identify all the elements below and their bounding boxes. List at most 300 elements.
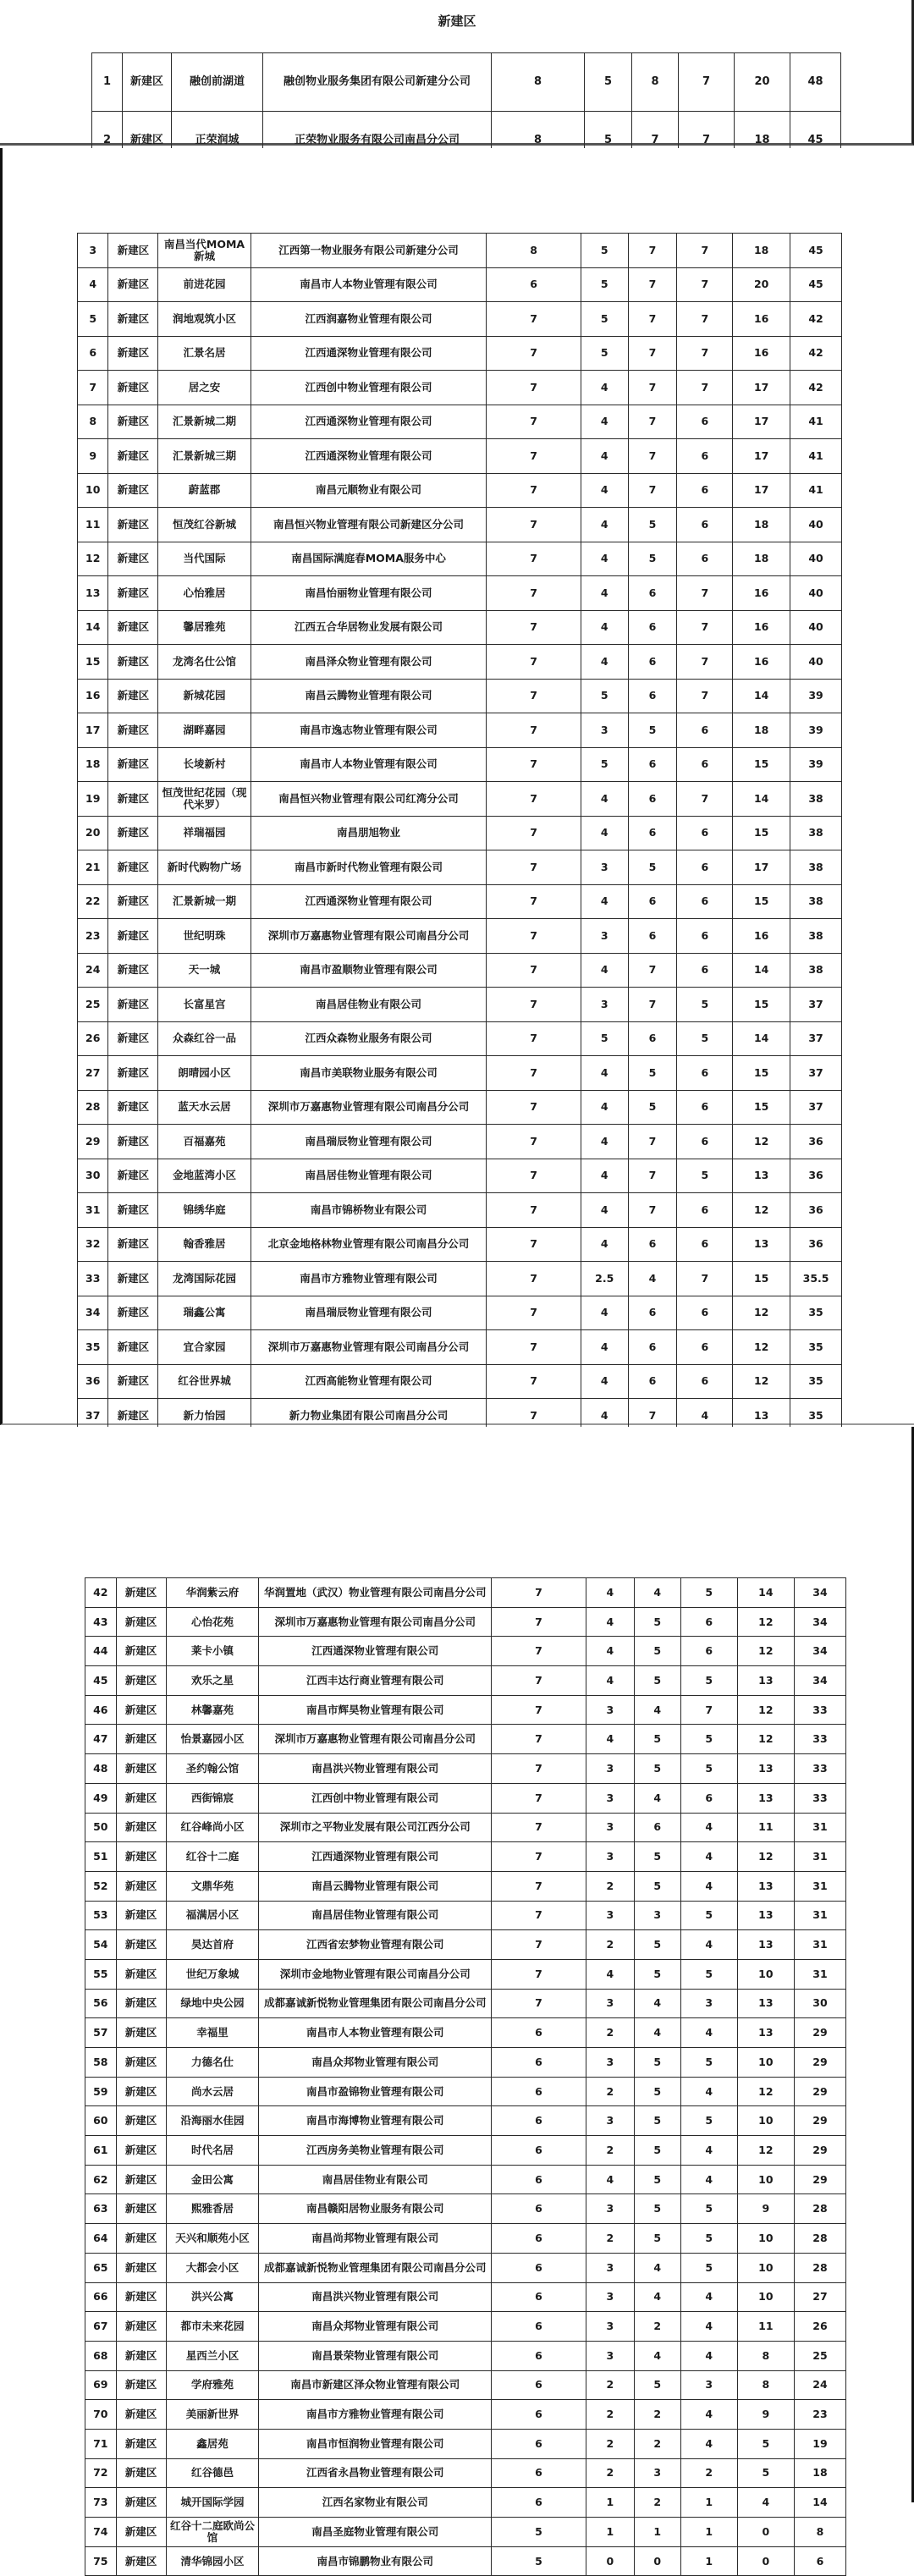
table-row bbox=[78, 336, 842, 371]
score-c-cell: 5 bbox=[634, 1930, 680, 1960]
score-a-cell: 7 bbox=[487, 1021, 581, 1056]
district-cell: 新建区 bbox=[108, 1330, 158, 1365]
table-row bbox=[78, 610, 842, 645]
property-company-cell: 深圳市万嘉惠物业管理有限公司南昌分公司 bbox=[251, 1330, 487, 1365]
score-d-cell: 7 bbox=[677, 782, 733, 817]
score-a-cell: 7 bbox=[491, 1754, 586, 1784]
table-row bbox=[85, 1783, 846, 1813]
community-name-cell: 南昌当代MOMA新城 bbox=[158, 234, 251, 268]
table-row bbox=[85, 1754, 846, 1784]
total-score-cell: 35 bbox=[790, 1296, 842, 1330]
score-c-cell: 6 bbox=[628, 816, 677, 850]
property-company-cell: 南昌市盈锦物业管理有限公司 bbox=[259, 2077, 492, 2106]
community-name-cell: 馨居雅苑 bbox=[158, 610, 251, 645]
property-company-cell: 正荣物业服务有限公司南昌分公司 bbox=[263, 112, 492, 170]
total-score-cell: 35 bbox=[790, 1330, 842, 1365]
score-b-cell: 3 bbox=[581, 713, 628, 748]
ranking-table-page-2 bbox=[77, 233, 842, 1571]
rank-cell: 10 bbox=[78, 473, 108, 508]
community-name-cell: 居之安 bbox=[158, 371, 251, 405]
total-score-cell: 45 bbox=[790, 234, 842, 268]
total-score-cell: 39 bbox=[790, 679, 842, 713]
score-a-cell: 7 bbox=[491, 1725, 586, 1754]
table-row bbox=[78, 713, 842, 748]
score-e-cell: 20 bbox=[735, 53, 790, 112]
score-e-cell: 10 bbox=[737, 2282, 794, 2312]
total-score-cell: 35.5 bbox=[790, 1262, 842, 1296]
score-b-cell: 4 bbox=[581, 816, 628, 850]
score-b-cell: 5 bbox=[581, 336, 628, 371]
community-name-cell: 湖畔嘉园 bbox=[158, 713, 251, 748]
district-cell: 新建区 bbox=[116, 2458, 166, 2488]
table-row bbox=[78, 439, 842, 474]
score-e-cell: 18 bbox=[733, 713, 790, 748]
district-cell: 新建区 bbox=[116, 2546, 166, 2576]
total-score-cell: 42 bbox=[790, 302, 842, 337]
district-cell: 新建区 bbox=[108, 1262, 158, 1296]
total-score-cell: 37 bbox=[790, 1090, 842, 1125]
rank-cell: 36 bbox=[78, 1364, 108, 1399]
score-c-cell: 4 bbox=[634, 1695, 680, 1725]
score-d-cell: 6 bbox=[677, 850, 733, 885]
district-cell: 新建区 bbox=[116, 2018, 166, 2048]
district-cell: 新建区 bbox=[108, 782, 158, 817]
rank-cell: 68 bbox=[85, 2341, 117, 2370]
score-b-cell: 5 bbox=[585, 112, 632, 170]
score-d-cell: 5 bbox=[677, 1159, 733, 1193]
score-d-cell: 4 bbox=[677, 1399, 733, 1434]
table-row bbox=[85, 2106, 846, 2136]
score-c-cell: 4 bbox=[634, 1578, 680, 1608]
score-e-cell: 14 bbox=[737, 1578, 794, 1608]
property-company-cell: 南昌瑞辰物业管理有限公司 bbox=[251, 1125, 487, 1159]
total-score-cell: 30 bbox=[794, 1989, 845, 2018]
score-c-cell: 6 bbox=[628, 679, 677, 713]
property-company-cell: 江西高能物业管理有限公司 bbox=[251, 1364, 487, 1399]
table-row bbox=[78, 850, 842, 885]
score-b-cell: 4 bbox=[581, 473, 628, 508]
score-a-cell: 6 bbox=[491, 2400, 586, 2430]
total-score-cell: 14 bbox=[794, 2488, 845, 2518]
total-score-cell: 33 bbox=[794, 1725, 845, 1754]
property-company-cell: 南昌国际满庭春MOMA服务中心 bbox=[251, 542, 487, 576]
rank-cell: 9 bbox=[78, 439, 108, 474]
score-e-cell: 15 bbox=[733, 1056, 790, 1091]
table-row bbox=[85, 2546, 846, 2576]
score-b-cell: 3 bbox=[586, 2312, 634, 2342]
district-cell: 新建区 bbox=[108, 405, 158, 439]
scanned-page-2 bbox=[0, 148, 914, 1425]
score-b-cell: 4 bbox=[581, 645, 628, 680]
property-company-cell: 南昌洪兴物业管理有限公司 bbox=[259, 2282, 492, 2312]
score-a-cell: 7 bbox=[487, 1193, 581, 1228]
total-score-cell: 41 bbox=[790, 473, 842, 508]
score-d-cell: 7 bbox=[677, 610, 733, 645]
rank-cell: 12 bbox=[78, 542, 108, 576]
score-c-cell: 7 bbox=[628, 1399, 677, 1434]
district-cell: 新建区 bbox=[108, 850, 158, 885]
district-cell: 新建区 bbox=[116, 2136, 166, 2166]
total-score-cell: 29 bbox=[794, 2136, 845, 2166]
score-b-cell: 3 bbox=[586, 2253, 634, 2282]
score-c-cell: 5 bbox=[634, 1637, 680, 1666]
property-company-cell: 南昌市恒润物业管理有限公司 bbox=[259, 2429, 492, 2458]
score-b-cell: 5 bbox=[581, 302, 628, 337]
district-cell: 新建区 bbox=[116, 1754, 166, 1784]
score-a-cell: 7 bbox=[491, 1813, 586, 1842]
score-e-cell: 12 bbox=[737, 2136, 794, 2166]
score-d-cell: 6 bbox=[677, 919, 733, 954]
score-d-cell: 4 bbox=[680, 2400, 737, 2430]
table-row bbox=[85, 1989, 846, 2018]
score-d-cell: 1 bbox=[680, 2546, 737, 2576]
score-c-cell: 6 bbox=[628, 610, 677, 645]
score-e-cell: 13 bbox=[737, 1754, 794, 1784]
score-c-cell: 7 bbox=[628, 302, 677, 337]
score-c-cell: 7 bbox=[628, 473, 677, 508]
total-score-cell: 31 bbox=[794, 1842, 845, 1872]
property-company-cell: 南昌众邦物业管理有限公司 bbox=[259, 2312, 492, 2342]
score-d-cell: 5 bbox=[680, 1901, 737, 1930]
score-a-cell: 7 bbox=[487, 747, 581, 782]
score-c-cell: 5 bbox=[628, 850, 677, 885]
community-name-cell: 都市未来花园 bbox=[166, 2312, 259, 2342]
community-name-cell: 洪兴公寓 bbox=[166, 2282, 259, 2312]
community-name-cell: 新城花园 bbox=[158, 679, 251, 713]
score-b-cell: 2.5 bbox=[581, 1262, 628, 1296]
district-cell: 新建区 bbox=[108, 234, 158, 268]
score-b-cell: 3 bbox=[586, 1754, 634, 1784]
score-d-cell: 4 bbox=[680, 2312, 737, 2342]
property-company-cell: 南昌赣阳居物业服务有限公司 bbox=[259, 2194, 492, 2224]
score-c-cell: 7 bbox=[628, 1193, 677, 1228]
community-name-cell: 沿海丽水佳园 bbox=[166, 2106, 259, 2136]
table-row bbox=[78, 645, 842, 680]
property-company-cell: 江西通深物业管理有限公司 bbox=[251, 405, 487, 439]
score-a-cell: 6 bbox=[491, 2282, 586, 2312]
total-score-cell: 31 bbox=[794, 1901, 845, 1930]
score-b-cell: 4 bbox=[581, 1090, 628, 1125]
score-d-cell: 4 bbox=[680, 1842, 737, 1872]
score-d-cell: 7 bbox=[679, 53, 735, 112]
score-e-cell: 9 bbox=[737, 2194, 794, 2224]
score-b-cell: 4 bbox=[581, 1056, 628, 1091]
table-row bbox=[85, 2312, 846, 2342]
table-row bbox=[78, 816, 842, 850]
score-c-cell: 7 bbox=[628, 267, 677, 302]
community-name-cell: 天兴和顺苑小区 bbox=[166, 2224, 259, 2254]
table-row bbox=[78, 747, 842, 782]
score-a-cell: 7 bbox=[487, 508, 581, 542]
total-score-cell: 33 bbox=[794, 1783, 845, 1813]
district-cell: 新建区 bbox=[116, 2165, 166, 2194]
total-score-cell: 6 bbox=[794, 2546, 845, 2576]
community-name-cell: 汇景新城一期 bbox=[158, 884, 251, 919]
community-name-cell: 长富星宫 bbox=[158, 988, 251, 1022]
community-name-cell: 长堎新村 bbox=[158, 747, 251, 782]
score-b-cell: 5 bbox=[585, 53, 632, 112]
score-b-cell: 4 bbox=[581, 576, 628, 611]
score-a-cell: 7 bbox=[491, 1666, 586, 1696]
score-a-cell: 6 bbox=[491, 2224, 586, 2254]
score-d-cell: 6 bbox=[677, 1330, 733, 1365]
table-row bbox=[78, 1262, 842, 1296]
property-company-cell: 南昌朋旭物业 bbox=[251, 816, 487, 850]
score-d-cell: 1 bbox=[680, 2518, 737, 2547]
total-score-cell: 42 bbox=[790, 371, 842, 405]
score-b-cell: 4 bbox=[581, 508, 628, 542]
score-e-cell: 11 bbox=[737, 2312, 794, 2342]
rank-cell: 74 bbox=[85, 2518, 117, 2547]
district-cell: 新建区 bbox=[108, 1227, 158, 1262]
community-name-cell: 美丽新世界 bbox=[166, 2400, 259, 2430]
score-a-cell: 7 bbox=[487, 988, 581, 1022]
score-c-cell: 0 bbox=[634, 2546, 680, 2576]
score-c-cell: 7 bbox=[628, 234, 677, 268]
district-cell: 新建区 bbox=[116, 1783, 166, 1813]
district-cell: 新建区 bbox=[116, 1871, 166, 1901]
table-row bbox=[85, 2282, 846, 2312]
rank-cell: 3 bbox=[78, 234, 108, 268]
community-name-cell: 学府雅苑 bbox=[166, 2370, 259, 2400]
score-e-cell: 17 bbox=[733, 850, 790, 885]
score-e-cell: 15 bbox=[733, 816, 790, 850]
property-company-cell: 江西润嘉物业管理有限公司 bbox=[251, 302, 487, 337]
total-score-cell: 29 bbox=[794, 2165, 845, 2194]
property-company-cell: 南昌市新建区泽众物业管理有限公司 bbox=[259, 2370, 492, 2400]
community-name-cell: 汇景名居 bbox=[158, 336, 251, 371]
table-row bbox=[85, 2370, 846, 2400]
score-e-cell: 12 bbox=[733, 1296, 790, 1330]
rank-cell: 48 bbox=[85, 1754, 117, 1784]
total-score-cell: 40 bbox=[790, 576, 842, 611]
table-row bbox=[78, 884, 842, 919]
score-b-cell: 4 bbox=[581, 542, 628, 576]
score-b-cell: 2 bbox=[586, 2077, 634, 2106]
score-b-cell: 3 bbox=[586, 2106, 634, 2136]
property-company-cell: 南昌市方雅物业管理有限公司 bbox=[259, 2400, 492, 2430]
rank-cell: 63 bbox=[85, 2194, 117, 2224]
property-company-cell: 江西众森物业服务有限公司 bbox=[251, 1021, 487, 1056]
table-row bbox=[78, 267, 842, 302]
district-cell: 新建区 bbox=[108, 371, 158, 405]
score-c-cell: 6 bbox=[628, 645, 677, 680]
district-cell: 新建区 bbox=[108, 576, 158, 611]
score-a-cell: 7 bbox=[487, 542, 581, 576]
score-a-cell: 7 bbox=[491, 1578, 586, 1608]
table-row bbox=[85, 1666, 846, 1696]
rank-cell: 75 bbox=[85, 2546, 117, 2576]
community-name-cell: 前进花园 bbox=[158, 267, 251, 302]
score-a-cell: 7 bbox=[487, 473, 581, 508]
rank-cell: 1 bbox=[92, 53, 123, 112]
score-e-cell: 17 bbox=[733, 473, 790, 508]
score-a-cell: 5 bbox=[491, 2518, 586, 2547]
score-e-cell: 9 bbox=[737, 2400, 794, 2430]
score-e-cell: 18 bbox=[733, 542, 790, 576]
district-cell: 新建区 bbox=[108, 953, 158, 988]
total-score-cell: 33 bbox=[794, 1754, 845, 1784]
score-e-cell: 12 bbox=[737, 1725, 794, 1754]
score-e-cell: 4 bbox=[737, 2488, 794, 2518]
rank-cell: 26 bbox=[78, 1021, 108, 1056]
score-b-cell: 0 bbox=[586, 2546, 634, 2576]
score-c-cell: 7 bbox=[628, 1125, 677, 1159]
score-d-cell: 6 bbox=[677, 1056, 733, 1091]
score-e-cell: 18 bbox=[733, 508, 790, 542]
score-a-cell: 6 bbox=[491, 2136, 586, 2166]
total-score-cell: 37 bbox=[790, 988, 842, 1022]
table-row bbox=[85, 2400, 846, 2430]
property-company-cell: 江西创中物业管理有限公司 bbox=[251, 371, 487, 405]
score-e-cell: 18 bbox=[735, 112, 790, 170]
score-d-cell: 7 bbox=[677, 1262, 733, 1296]
score-c-cell: 7 bbox=[628, 336, 677, 371]
score-a-cell: 5 bbox=[491, 2546, 586, 2576]
score-b-cell: 3 bbox=[586, 1695, 634, 1725]
property-company-cell: 南昌圣庭物业管理有限公司 bbox=[259, 2518, 492, 2547]
district-cell: 新建区 bbox=[116, 2106, 166, 2136]
score-c-cell: 6 bbox=[628, 1021, 677, 1056]
total-score-cell: 31 bbox=[794, 1871, 845, 1901]
score-b-cell: 3 bbox=[586, 2282, 634, 2312]
score-a-cell: 7 bbox=[491, 1607, 586, 1637]
district-cell: 新建区 bbox=[108, 473, 158, 508]
score-c-cell: 6 bbox=[628, 1330, 677, 1365]
score-e-cell: 13 bbox=[737, 2018, 794, 2048]
property-company-cell: 江西通深物业管理有限公司 bbox=[251, 336, 487, 371]
scanned-page-1 bbox=[0, 0, 914, 146]
score-d-cell: 6 bbox=[677, 1193, 733, 1228]
community-name-cell: 汇景新城三期 bbox=[158, 439, 251, 474]
score-c-cell: 1 bbox=[634, 2518, 680, 2547]
score-d-cell: 6 bbox=[677, 1090, 733, 1125]
score-e-cell: 0 bbox=[737, 2518, 794, 2547]
score-e-cell: 15 bbox=[733, 884, 790, 919]
score-c-cell: 6 bbox=[628, 884, 677, 919]
total-score-cell: 42 bbox=[790, 336, 842, 371]
district-cell: 新建区 bbox=[108, 816, 158, 850]
score-d-cell: 6 bbox=[677, 1364, 733, 1399]
property-company-cell: 江西通深物业管理有限公司 bbox=[259, 1637, 492, 1666]
district-cell: 新建区 bbox=[116, 2048, 166, 2078]
total-score-cell: 41 bbox=[790, 439, 842, 474]
score-e-cell: 13 bbox=[737, 1871, 794, 1901]
score-a-cell: 7 bbox=[487, 1159, 581, 1193]
score-d-cell: 4 bbox=[680, 2136, 737, 2166]
score-c-cell: 6 bbox=[628, 1296, 677, 1330]
district-cell: 新建区 bbox=[108, 1364, 158, 1399]
property-company-cell: 南昌市美联物业服务有限公司 bbox=[251, 1056, 487, 1091]
score-c-cell: 6 bbox=[628, 1364, 677, 1399]
total-score-cell: 28 bbox=[794, 2194, 845, 2224]
rank-cell: 67 bbox=[85, 2312, 117, 2342]
community-name-cell: 红谷峰尚小区 bbox=[166, 1813, 259, 1842]
district-cell: 新建区 bbox=[116, 2312, 166, 2342]
score-a-cell: 7 bbox=[487, 1399, 581, 1434]
score-a-cell: 6 bbox=[491, 2194, 586, 2224]
rank-cell: 5 bbox=[78, 302, 108, 337]
table-row bbox=[85, 1930, 846, 1960]
score-d-cell: 5 bbox=[680, 2106, 737, 2136]
community-name-cell: 红谷德邑 bbox=[166, 2458, 259, 2488]
district-cell: 新建区 bbox=[108, 645, 158, 680]
score-d-cell: 6 bbox=[677, 713, 733, 748]
score-e-cell: 20 bbox=[733, 267, 790, 302]
property-company-cell: 成都嘉诚新悦物业管理集团有限公司南昌分公司 bbox=[259, 2253, 492, 2282]
score-c-cell: 5 bbox=[634, 2106, 680, 2136]
score-b-cell: 3 bbox=[586, 2048, 634, 2078]
score-c-cell: 7 bbox=[628, 405, 677, 439]
district-cell: 新建区 bbox=[108, 1193, 158, 1228]
rank-cell: 66 bbox=[85, 2282, 117, 2312]
property-company-cell: 南昌恒兴物业管理有限公司新建区分公司 bbox=[251, 508, 487, 542]
score-d-cell: 4 bbox=[680, 2429, 737, 2458]
score-d-cell: 1 bbox=[680, 2488, 737, 2518]
district-cell: 新建区 bbox=[123, 112, 172, 170]
score-d-cell: 7 bbox=[677, 576, 733, 611]
property-company-cell: 南昌市方雅物业管理有限公司 bbox=[251, 1262, 487, 1296]
score-e-cell: 10 bbox=[737, 2224, 794, 2254]
table-row bbox=[78, 1364, 842, 1399]
score-b-cell: 3 bbox=[586, 1842, 634, 1872]
table-row bbox=[85, 2136, 846, 2166]
rank-cell: 2 bbox=[92, 112, 123, 170]
table-row bbox=[85, 2253, 846, 2282]
rank-cell: 33 bbox=[78, 1262, 108, 1296]
score-c-cell: 6 bbox=[628, 782, 677, 817]
score-d-cell: 4 bbox=[680, 1930, 737, 1960]
community-name-cell: 西街锦宸 bbox=[166, 1783, 259, 1813]
score-a-cell: 7 bbox=[487, 1330, 581, 1365]
score-e-cell: 12 bbox=[733, 1330, 790, 1365]
table-row bbox=[85, 2488, 846, 2518]
community-name-cell: 锦绣华庭 bbox=[158, 1193, 251, 1228]
total-score-cell: 29 bbox=[794, 2048, 845, 2078]
community-name-cell: 蓝天水云居 bbox=[158, 1090, 251, 1125]
table-row bbox=[85, 2165, 846, 2194]
score-e-cell: 10 bbox=[737, 2048, 794, 2078]
score-a-cell: 7 bbox=[487, 610, 581, 645]
property-company-cell: 深圳市金地物业管理有限公司南昌分公司 bbox=[259, 1959, 492, 1989]
property-company-cell: 南昌市锦桥物业有限公司 bbox=[251, 1193, 487, 1228]
score-e-cell: 0 bbox=[737, 2546, 794, 2576]
rank-cell: 47 bbox=[85, 1725, 117, 1754]
table-row bbox=[78, 234, 842, 268]
district-cell: 新建区 bbox=[116, 1578, 166, 1608]
district-cell: 新建区 bbox=[116, 1725, 166, 1754]
score-c-cell: 6 bbox=[628, 576, 677, 611]
community-name-cell: 龙湾名仕公馆 bbox=[158, 645, 251, 680]
property-company-cell: 北京金地格林物业管理有限公司南昌分公司 bbox=[251, 1227, 487, 1262]
table-row bbox=[78, 405, 842, 439]
score-a-cell: 7 bbox=[487, 1125, 581, 1159]
score-a-cell: 7 bbox=[487, 1227, 581, 1262]
score-d-cell: 3 bbox=[680, 2370, 737, 2400]
score-e-cell: 13 bbox=[737, 1901, 794, 1930]
district-cell: 新建区 bbox=[116, 1695, 166, 1725]
property-company-cell: 成都嘉诚新悦物业管理集团有限公司南昌分公司 bbox=[259, 1989, 492, 2018]
score-d-cell: 3 bbox=[680, 1989, 737, 2018]
property-company-cell: 南昌尚邦物业管理有限公司 bbox=[259, 2224, 492, 2254]
score-b-cell: 3 bbox=[581, 919, 628, 954]
score-a-cell: 7 bbox=[487, 1262, 581, 1296]
property-company-cell: 南昌市人本物业管理有限公司 bbox=[259, 2018, 492, 2048]
score-d-cell: 2 bbox=[680, 2458, 737, 2488]
district-cell: 新建区 bbox=[116, 2253, 166, 2282]
score-b-cell: 1 bbox=[586, 2518, 634, 2547]
score-e-cell: 14 bbox=[733, 679, 790, 713]
